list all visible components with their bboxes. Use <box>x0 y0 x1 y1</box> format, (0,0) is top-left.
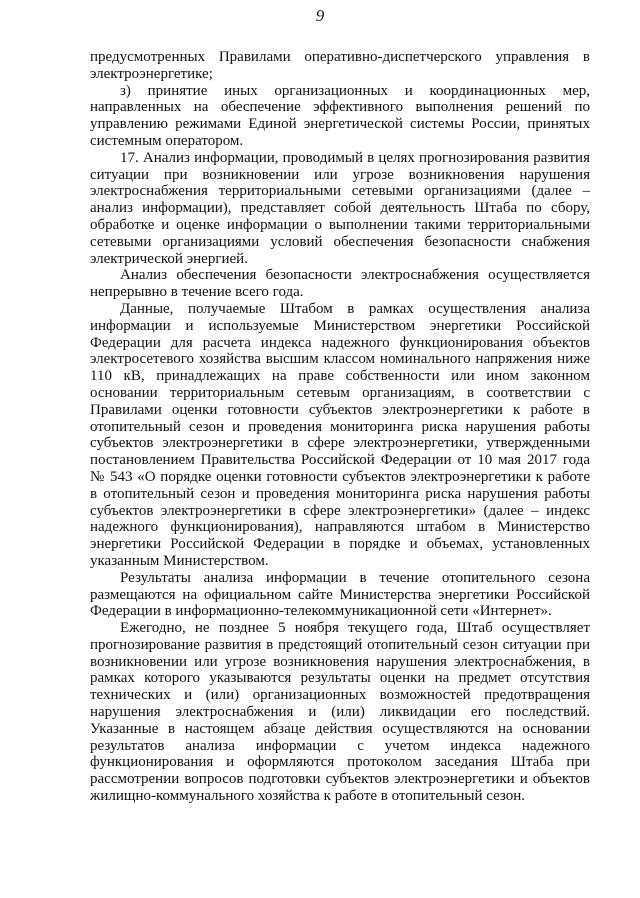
paragraph-item-z: з) принятие иных организационных и координационных мер, направленных на обеспечение эффективного выполнения решений по управлению режимами Единой энергетической системы России, принятых системным оператором. <box>90 82 590 149</box>
paragraph-continuous-analysis: Анализ обеспечения безопасности электроснабжения осуществляется непрерывно в течение всего года. <box>90 267 590 301</box>
document-body <box>90 49 590 805</box>
paragraph-17: 17. Анализ информации, проводимый в целях прогнозирования развития ситуации при возникновении или угрозе возникновения нарушения электроснабжения территориальными сетевыми организациями (далее – анализ информации), представляет собой деятельность Штаба по сбору, обработке и оценке информации о выполнении такими территориальными сетевыми организациями условий обеспечения безопасности снабжения электрической энергией. <box>90 149 590 267</box>
paragraph-data-received: Данные, получаемые Штабом в рамках осуществления анализа информации и используемые Министерством энергетики Российской Федерации для расчета индекса надежного функционирования объектов электросетевого хозяйства высшим классом номинального напряжения ниже 110 кВ, принадлежащих на праве собственности или ином законном основании территориальным сетевым организациям, в соответствии с Правилами оценки готовности субъектов электроэнергетики к работе в отопительный сезон и проведения мониторинга риска нарушения работы субъектов электроэнергетики в сфере электроэнергетики, утвержденными постановлением Правительства Российской Федерации от 10 мая 2017 года № 543 «О порядке оценки готовности субъектов электроэнергетики к работе в отопительный сезон и проведения мониторинга риска нарушения работы субъектов электроэнергетики в сфере электроэнергетики» (далее – индекс надежного функционирования), направляются штабом в Министерство энергетики Российской Федерации в порядке и объемах, установленных указанным Министерством. <box>90 300 590 569</box>
page-number: 9 <box>315 6 325 25</box>
paragraph-continuation: предусмотренных Правилами оперативно-диспетчерского управления в электроэнергетике; <box>90 49 590 82</box>
paragraph-results-published: Результаты анализа информации в течение отопительного сезона размещаются на официальном сайте Министерства энергетики Российской Федерации в информационно-телекоммуникационной сети «Интернет». <box>90 569 590 620</box>
paragraph-annual-forecast: Ежегодно, не позднее 5 ноября текущего года, Штаб осуществляет прогнозирование развития в предстоящий отопительный сезон ситуации при возникновении или угрозе возникновения нарушения электроснабжения, в рамках которого указываются результаты оценки на предмет отсутствия технических и (или) организационных возможностей предотвращения нарушения электроснабжения и (или) ликвидации его последствий. Указанные в настоящем абзаце действия осуществляются на основании результатов анализа информации с учетом индекса надежного функционирования и оформляются протоколом заседания Штаба при рассмотрении вопросов подготовки субъектов электроэнергетики и объектов жилищно-коммунального хозяйства к работе в отопительный сезон. <box>90 620 590 805</box>
